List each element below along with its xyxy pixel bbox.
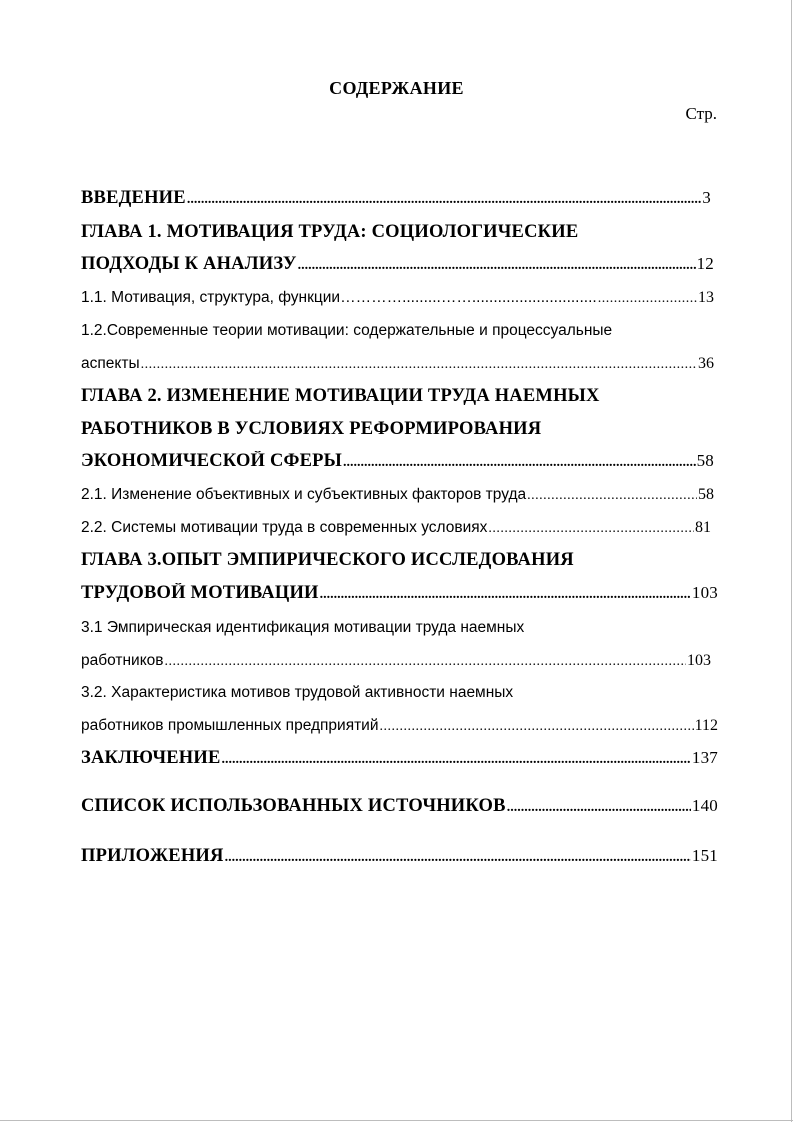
toc-entry-section-3-2[interactable] bbox=[81, 717, 718, 735]
toc-entry-chapter-1-line-1[interactable]: ГЛАВА 1. МОТИВАЦИЯ ТРУДА: СОЦИОЛОГИЧЕСКИЕ bbox=[81, 222, 579, 242]
toc-entry-label: ПОДХОДЫ К АНАЛИЗУ bbox=[81, 254, 297, 274]
toc-entry-sources[interactable] bbox=[81, 796, 718, 817]
dot-leader bbox=[225, 850, 691, 866]
toc-entry-page: 81 bbox=[695, 519, 711, 536]
toc-entry-page: 140 bbox=[691, 796, 718, 815]
toc-entry-chapter-1[interactable] bbox=[81, 254, 714, 275]
toc-entry-label: работников промышленных предприятий bbox=[81, 717, 379, 734]
toc-entry-section-2-2[interactable] bbox=[81, 519, 711, 537]
toc-entry-label: 2.1. Изменение объективных и субъективных факторов труда bbox=[81, 486, 527, 503]
toc-entry-section-2-1[interactable] bbox=[81, 486, 714, 504]
dot-leader bbox=[298, 258, 696, 274]
toc-entry-section-3-1[interactable] bbox=[81, 652, 711, 670]
toc-entry-chapter-3[interactable] bbox=[81, 583, 718, 604]
toc-entry-appendix[interactable] bbox=[81, 846, 718, 867]
dot-leader bbox=[507, 800, 691, 816]
toc-entry-label: работников bbox=[81, 652, 164, 669]
dot-leader bbox=[187, 192, 701, 208]
dot-leader bbox=[488, 521, 694, 537]
dot-leader bbox=[527, 488, 697, 504]
toc-entry-page: 151 bbox=[691, 846, 718, 865]
toc-entry-section-1-2-line-1[interactable]: 1.2.Современные теории мотивации: содержательные и процессуальные bbox=[81, 322, 613, 339]
toc-entry-label: 2.2. Системы мотивации труда в современных условиях bbox=[81, 519, 488, 536]
toc-entry-section-3-2-line-1[interactable]: 3.2. Характеристика мотивов трудовой активности наемных bbox=[81, 684, 514, 701]
dot-leader bbox=[598, 291, 697, 307]
toc-entry-page: 12 bbox=[696, 254, 714, 273]
toc-entry-label: 1.1. Мотивация, структура, функции………….........……............................. bbox=[81, 289, 597, 306]
toc-entry-section-3-1-line-1[interactable]: 3.1 Эмпирическая идентификация мотивации труда наемных bbox=[81, 619, 525, 636]
toc-entry-chapter-3-line-1[interactable]: ГЛАВА 3.ОПЫТ ЭМПИРИЧЕСКОГО ИССЛЕДОВАНИЯ bbox=[81, 550, 574, 570]
toc-entry-page: 58 bbox=[696, 451, 714, 470]
toc-entry-page: 112 bbox=[694, 717, 718, 734]
page-column-label: Стр. bbox=[685, 104, 717, 123]
toc-entry-label: ТРУДОВОЙ МОТИВАЦИИ bbox=[81, 583, 319, 603]
dot-leader bbox=[343, 455, 696, 471]
toc-entry-section-1-2[interactable] bbox=[81, 355, 714, 373]
toc-entry-label: аспекты bbox=[81, 355, 140, 372]
dot-leader bbox=[165, 654, 686, 670]
toc-entry-page: 58 bbox=[698, 486, 714, 503]
toc-entry-chapter-2[interactable] bbox=[81, 451, 714, 472]
toc-entry-chapter-2-line-1[interactable]: ГЛАВА 2. ИЗМЕНЕНИЕ МОТИВАЦИИ ТРУДА НАЕМНЫХ bbox=[81, 386, 600, 406]
toc-entry-label: ЭКОНОМИЧЕСКОЙ СФЕРЫ bbox=[81, 451, 343, 471]
dot-leader bbox=[222, 752, 691, 768]
toc-entry-label: ЗАКЛЮЧЕНИЕ bbox=[81, 748, 221, 768]
dot-leader bbox=[380, 719, 694, 735]
toc-entry-chapter-2-line-2[interactable]: РАБОТНИКОВ В УСЛОВИЯХ РЕФОРМИРОВАНИЯ bbox=[81, 419, 542, 439]
toc-entry-page: 3 bbox=[702, 188, 711, 207]
dot-leader bbox=[320, 587, 691, 603]
toc-entry-page: 13 bbox=[698, 289, 714, 306]
toc-entry-page: 103 bbox=[687, 652, 711, 669]
toc-entry-page: 137 bbox=[691, 748, 718, 767]
dot-leader bbox=[141, 357, 697, 373]
toc-entry-introduction[interactable] bbox=[81, 188, 711, 209]
scan-border-bottom bbox=[0, 1120, 793, 1121]
toc-entry-label: ВВЕДЕНИЕ bbox=[81, 188, 186, 208]
toc-entry-conclusion[interactable] bbox=[81, 748, 718, 769]
toc-entry-section-1-1[interactable] bbox=[81, 289, 714, 307]
toc-entry-label: ПРИЛОЖЕНИЯ bbox=[81, 846, 224, 866]
toc-entry-page: 36 bbox=[698, 355, 714, 372]
scan-border-right bbox=[791, 0, 792, 1122]
toc-entry-page: 103 bbox=[691, 583, 718, 602]
toc-entry-label: СПИСОК ИСПОЛЬЗОВАННЫХ ИСТОЧНИКОВ bbox=[81, 796, 506, 816]
toc-title: СОДЕРЖАНИЕ bbox=[329, 78, 464, 98]
